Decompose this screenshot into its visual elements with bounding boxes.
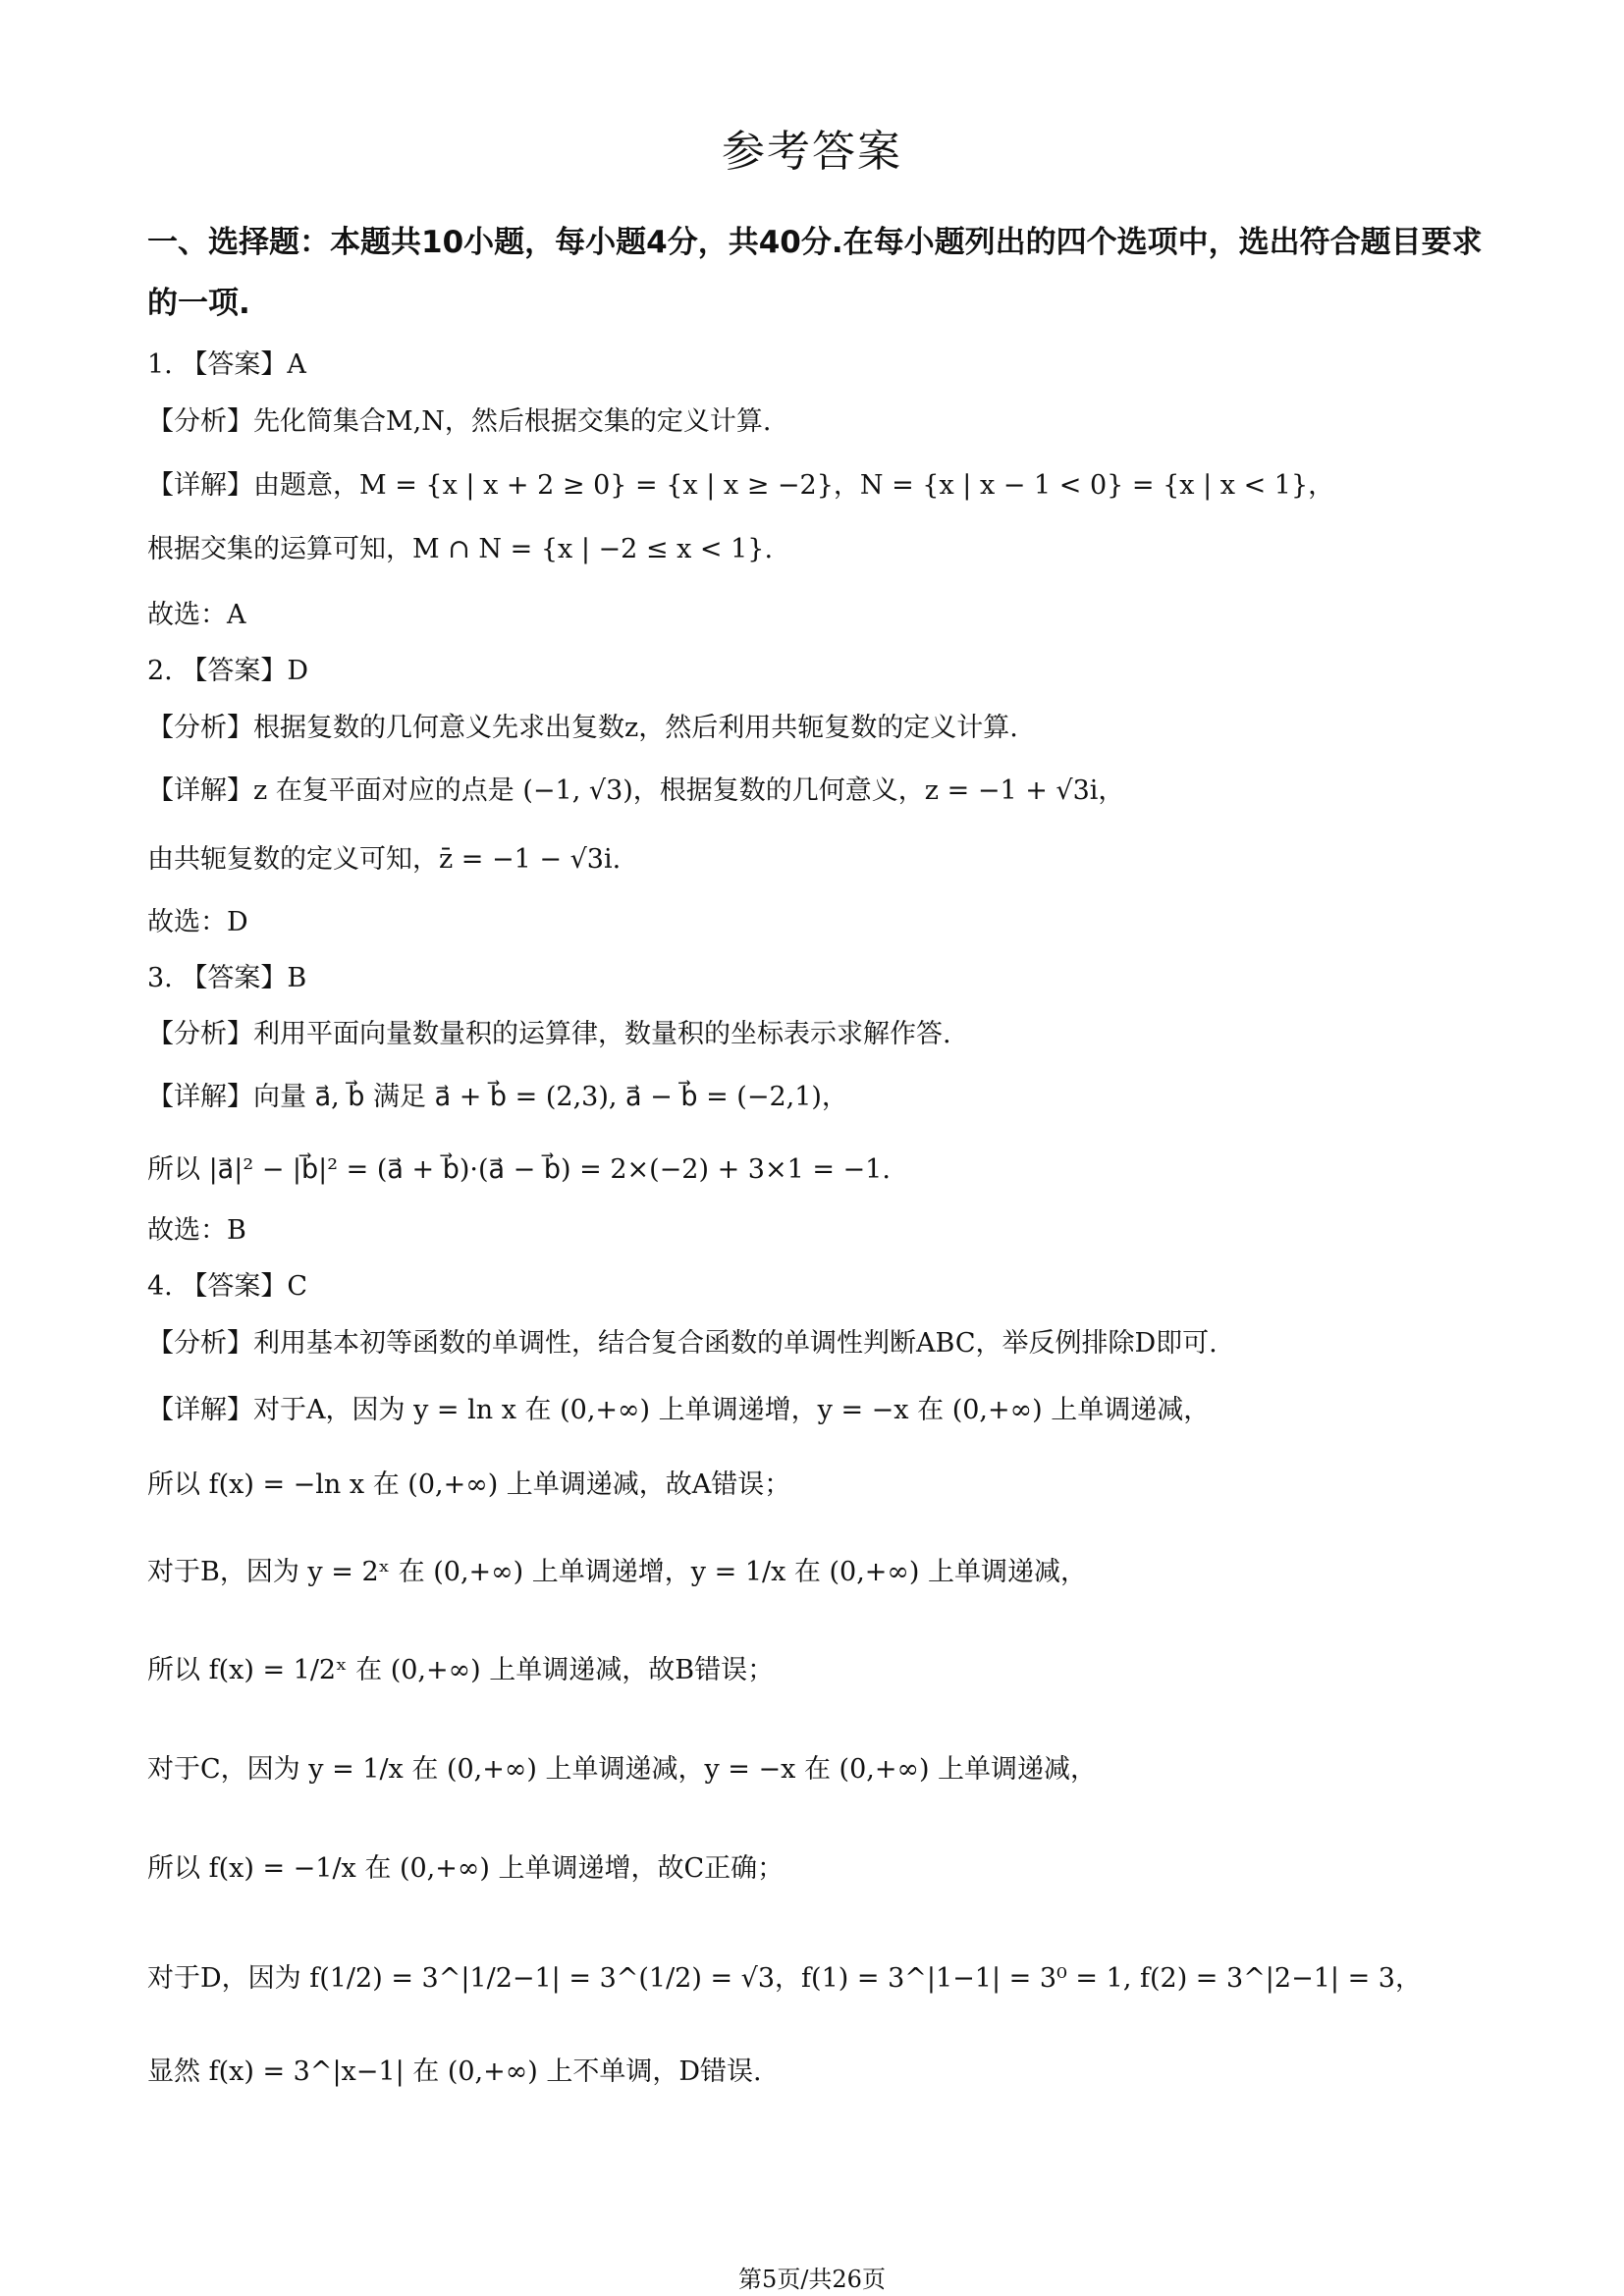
answer-3-label: 3. 【答案】B (147, 963, 307, 993)
answer-2-choice: 故选：D (147, 907, 248, 937)
answer-4-detail-d: 对于D，因为 f(1/2) = 3^|1/2−1| = 3^(1/2) = √3，f(1) = 3^|1−1| = 3⁰ = 1, f(2) = 3^|2−1| = 3， (147, 1963, 1422, 1994)
answer-1-analysis: 【分析】先化简集合M,N，然后根据交集的定义计算. (147, 406, 772, 437)
answer-4-label: 4. 【答案】C (147, 1271, 308, 1302)
answer-3-analysis: 【分析】利用平面向量数量积的运算律，数量积的坐标表示求解作答. (147, 1019, 951, 1049)
answer-1-label: 1. 【答案】A (147, 349, 306, 380)
page-footer: 第5页/共26页 (738, 2266, 886, 2293)
answer-4-detail-b: 对于B，因为 y = 2ˣ 在 (0,+∞) 上单调递增，y = 1/x 在 (0,+∞) 上单调递减， (147, 1557, 1088, 1587)
answer-1-conclusion: 根据交集的运算可知，M ∩ N = {x | −2 ≤ x < 1}. (147, 534, 774, 564)
section-heading: 一、选择题：本题共10小题，每小题4分，共40分.在每小题列出的四个选项中，选出符合题目要求的一项. (147, 225, 1483, 321)
answer-4-conclusion-c: 所以 f(x) = −1/x 在 (0,+∞) 上单调递增，故C正确； (147, 1853, 785, 1884)
answer-1-detail: 【详解】由题意，M = {x | x + 2 ≥ 0} = {x | x ≥ −2}，N = {x | x − 1 < 0} = {x | x < 1}， (147, 470, 1335, 501)
answer-1-choice: 故选：A (147, 600, 246, 630)
page-title: 参考答案 (722, 127, 902, 177)
answer-3-conclusion: 所以 |a⃗|² − |b⃗|² = (a⃗ + b⃗)·(a⃗ − b⃗) = 2×(−2) + 3×1 = −1. (147, 1154, 891, 1185)
answer-3-detail: 【详解】向量 a⃗, b⃗ 满足 a⃗ + b⃗ = (2,3), a⃗ − b⃗ = (−2,1)， (147, 1082, 848, 1112)
answer-4-detail-c: 对于C，因为 y = 1/x 在 (0,+∞) 上单调递减，y = −x 在 (0,+∞) 上单调递减， (147, 1754, 1098, 1785)
answer-4-conclusion-b: 所以 f(x) = 1/2ˣ 在 (0,+∞) 上单调递减，故B错误； (147, 1655, 775, 1685)
answer-2-label: 2. 【答案】D (147, 656, 308, 686)
answer-4-analysis: 【分析】利用基本初等函数的单调性，结合复合函数的单调性判断ABC，举反例排除D即可. (147, 1328, 1218, 1359)
answer-4-detail-a: 【详解】对于A，因为 y = ln x 在 (0,+∞) 上单调递增，y = −x 在 (0,+∞) 上单调递减， (147, 1395, 1211, 1425)
answer-3-choice: 故选：B (147, 1215, 246, 1246)
answer-4-conclusion-a: 所以 f(x) = −ln x 在 (0,+∞) 上单调递减，故A错误； (147, 1469, 791, 1500)
answer-2-conclusion: 由共轭复数的定义可知，z̄ = −1 − √3i. (147, 844, 622, 875)
answer-4-conclusion-d: 显然 f(x) = 3^|x−1| 在 (0,+∞) 上不单调，D错误. (147, 2056, 762, 2087)
answer-2-analysis: 【分析】根据复数的几何意义先求出复数z，然后利用共轭复数的定义计算. (147, 713, 1018, 743)
answer-2-detail: 【详解】z 在复平面对应的点是 (−1, √3)，根据复数的几何意义，z = −1 + √3i， (147, 775, 1125, 806)
